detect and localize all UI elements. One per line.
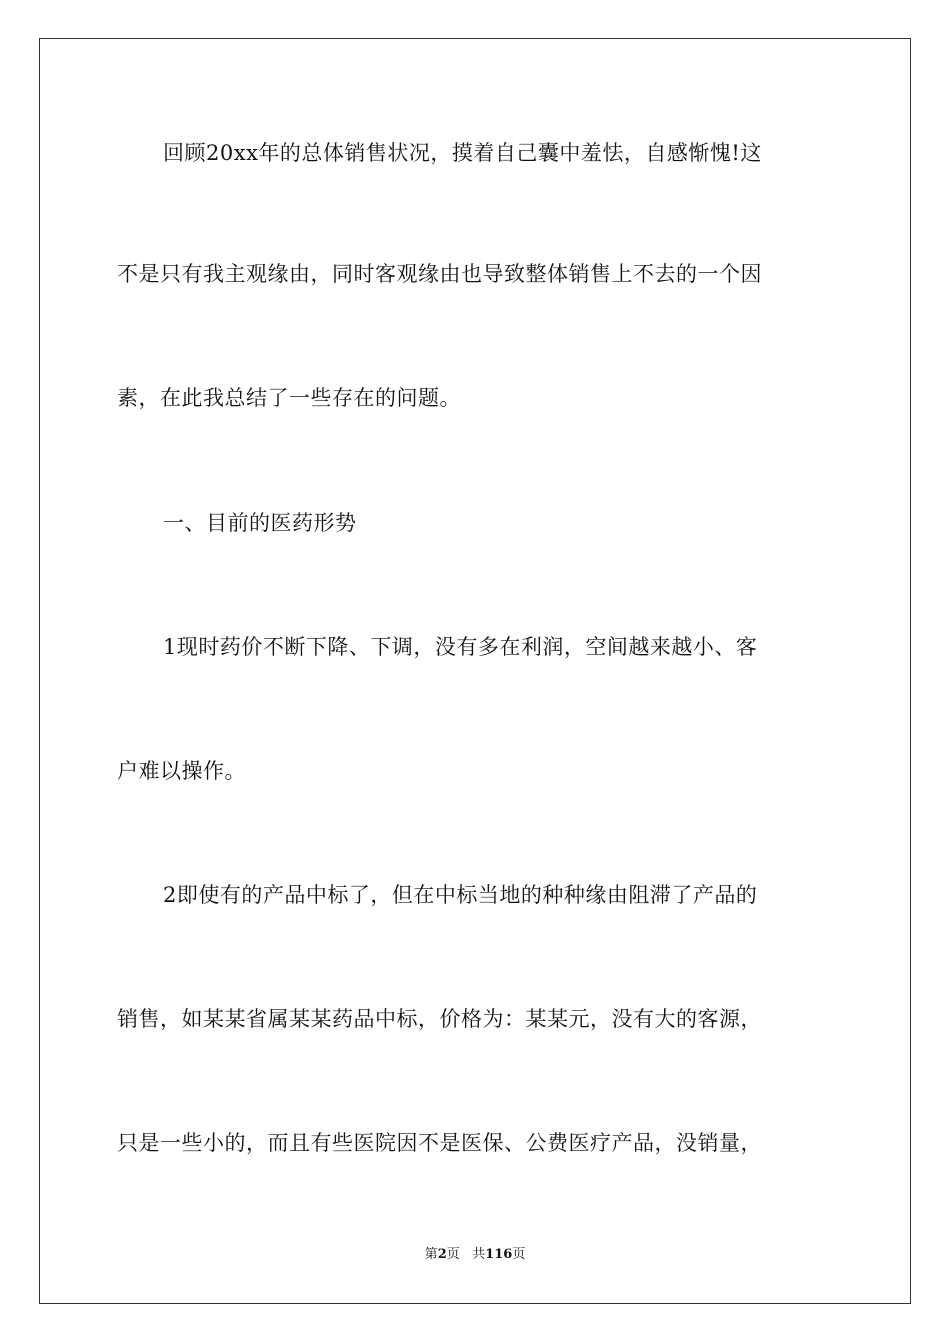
footer-total-suffix: 页 — [512, 1247, 526, 1262]
page-footer — [0, 1246, 950, 1264]
footer-total-prefix: 共 — [472, 1247, 486, 1262]
page-border — [39, 38, 911, 1304]
paragraph-line-1: 回顾20xx年的总体销售状况，摸着自己囊中羞怯，自感惭愧!这 — [163, 141, 762, 165]
footer-total-pages: 116 — [485, 1247, 513, 1262]
paragraph-line-7: 2即使有的产品中标了，但在中标当地的种种缘由阻滞了产品的 — [163, 883, 758, 907]
footer-page-suffix: 页 — [446, 1247, 460, 1262]
footer-page-number: 2 — [437, 1247, 447, 1262]
paragraph-line-2: 不是只有我主观缘由，同时客观缘由也导致整体销售上不去的一个因 — [117, 262, 762, 286]
paragraph-line-9: 只是一些小的，而且有些医院因不是医保、公费医疗产品，没销量， — [117, 1131, 762, 1155]
paragraph-line-3: 素，在此我总结了一些存在的问题。 — [117, 386, 461, 410]
paragraph-line-8: 销售，如某某省属某某药品中标，价格为：某某元，没有大的客源， — [117, 1007, 762, 1031]
section-heading: 一、目前的医药形势 — [163, 511, 357, 535]
paragraph-line-6: 户难以操作。 — [117, 759, 246, 783]
footer-page-prefix: 第 — [424, 1247, 438, 1262]
paragraph-line-5: 1现时药价不断下降、下调，没有多在利润，空间越来越小、客 — [163, 635, 758, 659]
